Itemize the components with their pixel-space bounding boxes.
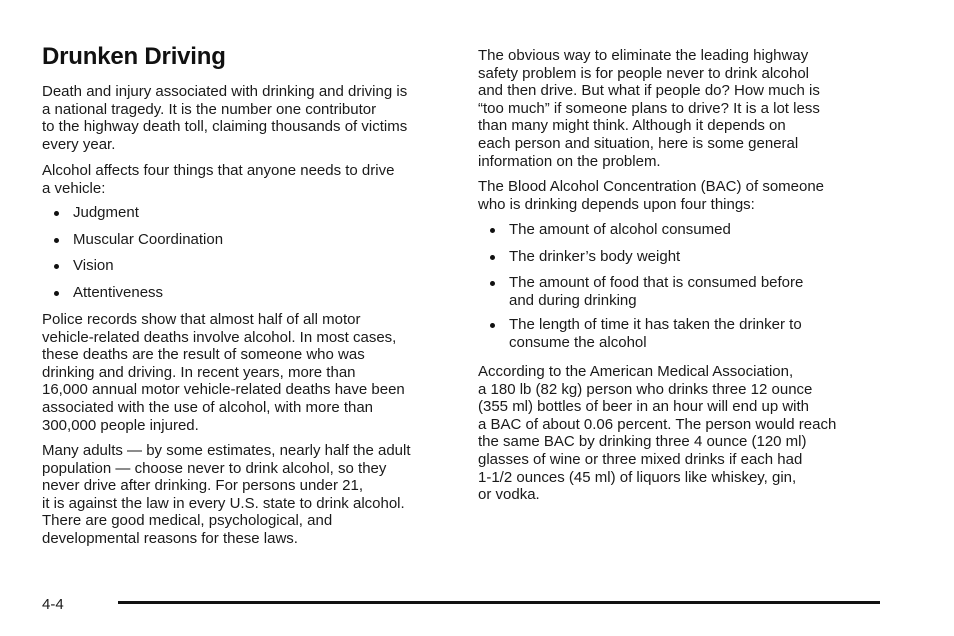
text-line: the same BAC by drinking three 4 ounce (120 ml) [478, 433, 807, 451]
bullet-icon [54, 264, 59, 269]
text-line: drinking and driving. In recent years, more than [42, 363, 356, 381]
text-line: (355 ml) bottles of beer in an hour will end up with [478, 398, 810, 416]
bullet-icon [54, 291, 59, 296]
text-line: a 180 lb (82 kg) person who drinks three 12 ounce [478, 380, 813, 398]
page-number: 4-4 [42, 596, 64, 613]
list-item [478, 248, 803, 266]
bullet-icon [490, 281, 495, 286]
text-line: 300,000 people injured. [42, 416, 199, 434]
page-heading: Drunken Driving [42, 43, 226, 70]
bullet-icon [490, 228, 495, 233]
bullet-icon [54, 211, 59, 216]
right-paragraph-3 [478, 363, 836, 504]
text-line: a vehicle: [42, 179, 106, 197]
list-item: Muscular Coordination [42, 231, 223, 249]
text-line: to the highway death toll, claiming thousands of victims [42, 118, 408, 136]
text-line: each person and situation, here is some general [478, 134, 799, 152]
footer-rule [118, 601, 880, 604]
text-line: According to the American Medical Association, [478, 363, 794, 380]
list-item: Vision [42, 257, 223, 275]
list-item [478, 274, 803, 309]
text-line: There are good medical, psychological, and [42, 512, 333, 530]
bullet-icon [54, 238, 59, 243]
text-line: it is against the law in every U.S. state to drink alcohol. [42, 494, 405, 512]
text-line: vehicle-related deaths involve alcohol. In most cases, [42, 328, 397, 346]
text-line: glasses of wine or three mixed drinks if each had [478, 450, 803, 468]
text-line: who is drinking depends upon four things: [478, 195, 755, 213]
right-paragraph-2 [478, 178, 824, 213]
text-line: safety problem is for people never to drink alcohol [478, 64, 810, 82]
text-line: 1-1/2 ounces (45 ml) of liquors like whiskey, gin, [478, 468, 797, 486]
text-line: The amount of alcohol consumed [509, 221, 731, 238]
bullet-icon [490, 255, 495, 260]
text-line: consume the alcohol [509, 333, 647, 351]
left-paragraph-3 [42, 311, 405, 434]
text-line: “too much” if someone plans to drive? It is a lot less [478, 99, 820, 117]
text-line: a national tragedy. It is the number one contributor [42, 100, 377, 118]
text-line: than many might think. Although it depends on [478, 117, 786, 135]
text-line: and then drive. But what if people do? How much is [478, 82, 820, 100]
text-line: or vodka. [478, 486, 540, 504]
text-line: and during drinking [509, 291, 637, 309]
text-line: Alcohol affects four things that anyone needs to drive [42, 162, 395, 179]
list-item: Attentiveness [42, 284, 223, 302]
text-line: The Blood Alcohol Concentration (BAC) of someone [478, 178, 825, 195]
text-line: Death and injury associated with drinking and driving is [42, 83, 408, 100]
list-item: Judgment [42, 204, 223, 222]
text-line: 16,000 annual motor vehicle-related deaths have been [42, 381, 405, 399]
text-line: The amount of food that is consumed before [509, 274, 804, 292]
right-bullet-list [478, 221, 803, 352]
text-line: Many adults — by some estimates, nearly half the adult [42, 442, 411, 459]
text-line: The obvious way to eliminate the leading highway [478, 47, 809, 64]
left-paragraph-1 [42, 83, 407, 153]
text-line: developmental reasons for these laws. [42, 529, 298, 547]
right-paragraph-1 [478, 47, 820, 170]
text-line: The length of time it has taken the drinker to [509, 316, 802, 334]
text-line: information on the problem. [478, 152, 661, 170]
left-paragraph-4 [42, 442, 411, 548]
text-line: population — choose never to drink alcohol, so they [42, 459, 387, 477]
text-line: every year. [42, 135, 116, 153]
text-line: these deaths are the result of someone who was [42, 346, 365, 364]
text-line: Police records show that almost half of all motor [42, 311, 361, 328]
list-item [478, 221, 803, 239]
text-line: associated with the use of alcohol, with more than [42, 398, 374, 416]
left-paragraph-2 [42, 162, 394, 197]
bullet-icon [490, 323, 495, 328]
list-item [478, 316, 803, 351]
text-line: a BAC of about 0.06 percent. The person would reach [478, 415, 837, 433]
left-bullet-list [42, 204, 223, 301]
text-line: never drive after drinking. For persons under 21, [42, 477, 363, 495]
text-line: The drinker’s body weight [509, 247, 681, 265]
